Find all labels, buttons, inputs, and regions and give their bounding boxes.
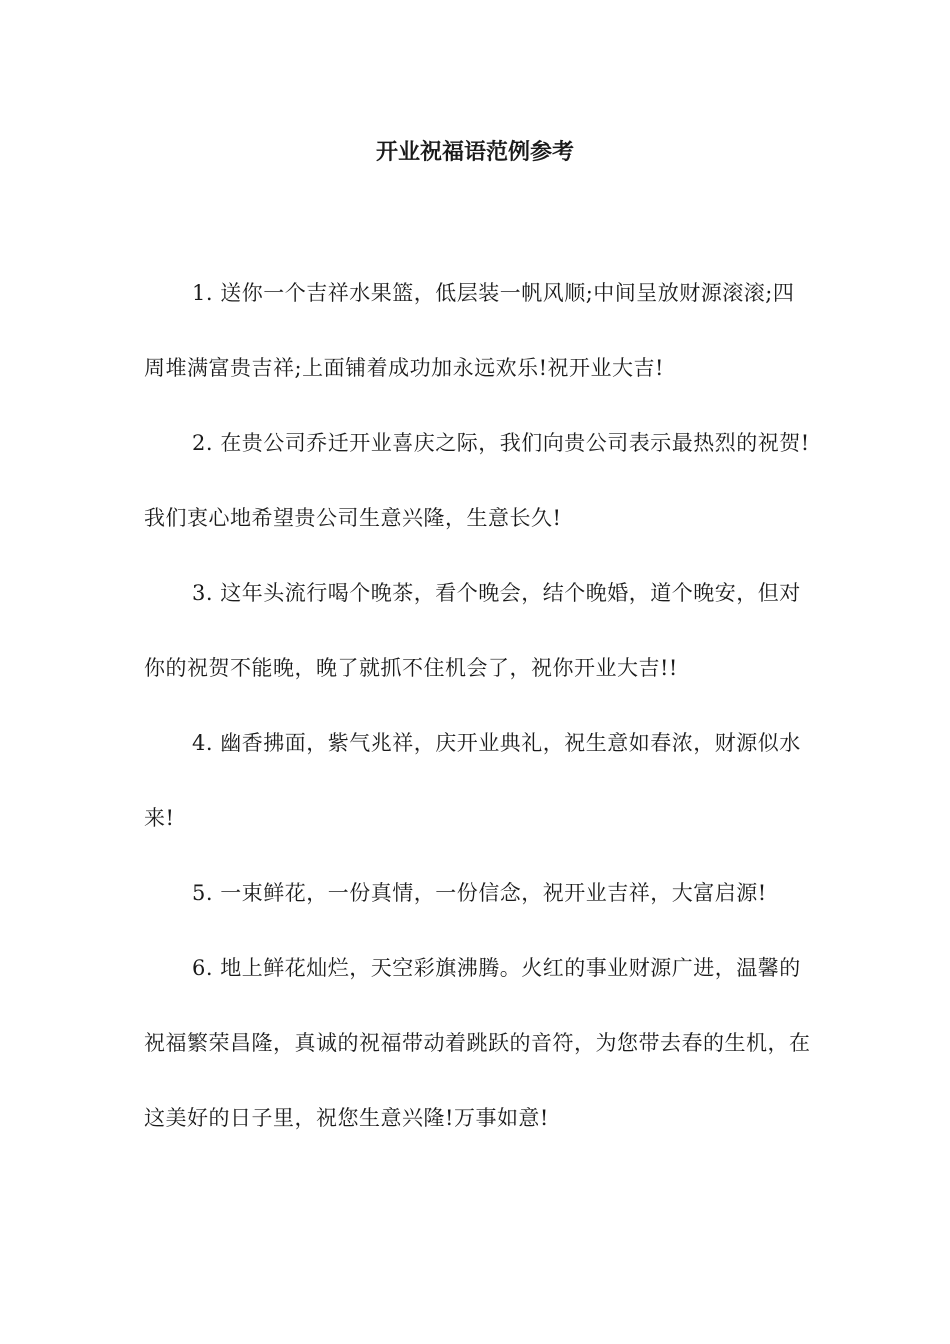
paragraph-4: 4. 幽香拂面，紫气兆祥，庆开业典礼，祝生意如春浓，财源似水来! <box>144 731 801 830</box>
paragraph-2: 2. 在贵公司乔迁开业喜庆之际，我们向贵公司表示最热烈的祝贺!我们衷心地希望贵公司生意兴隆，生意长久! <box>144 431 810 530</box>
paragraph-1: 1. 送你一个吉祥水果篮，低层装一帆风顺;中间呈放财源滚滚;四周堆满富贵吉祥;上面铺着成功加永远欢乐!祝开业大吉! <box>144 281 795 380</box>
paragraph-3: 3. 这年头流行喝个晚茶，看个晚会，结个晚婚，道个晚安，但对你的祝贺不能晚，晚了就抓不住机会了，祝你开业大吉!! <box>144 581 801 680</box>
paragraph-5: 5. 一束鲜花，一份真情，一份信念，祝开业吉祥，大富启源! <box>192 881 767 905</box>
paragraph-6: 6. 地上鲜花灿烂，天空彩旗沸腾。火红的事业财源广进，温馨的祝福繁荣昌隆，真诚的祝福带动着跳跃的音符，为您带去春的生机，在这美好的日子里，祝您生意兴隆!万事如意! <box>144 956 811 1130</box>
document-body <box>144 256 812 1156</box>
document-title: 开业祝福语范例参考 <box>375 139 574 165</box>
